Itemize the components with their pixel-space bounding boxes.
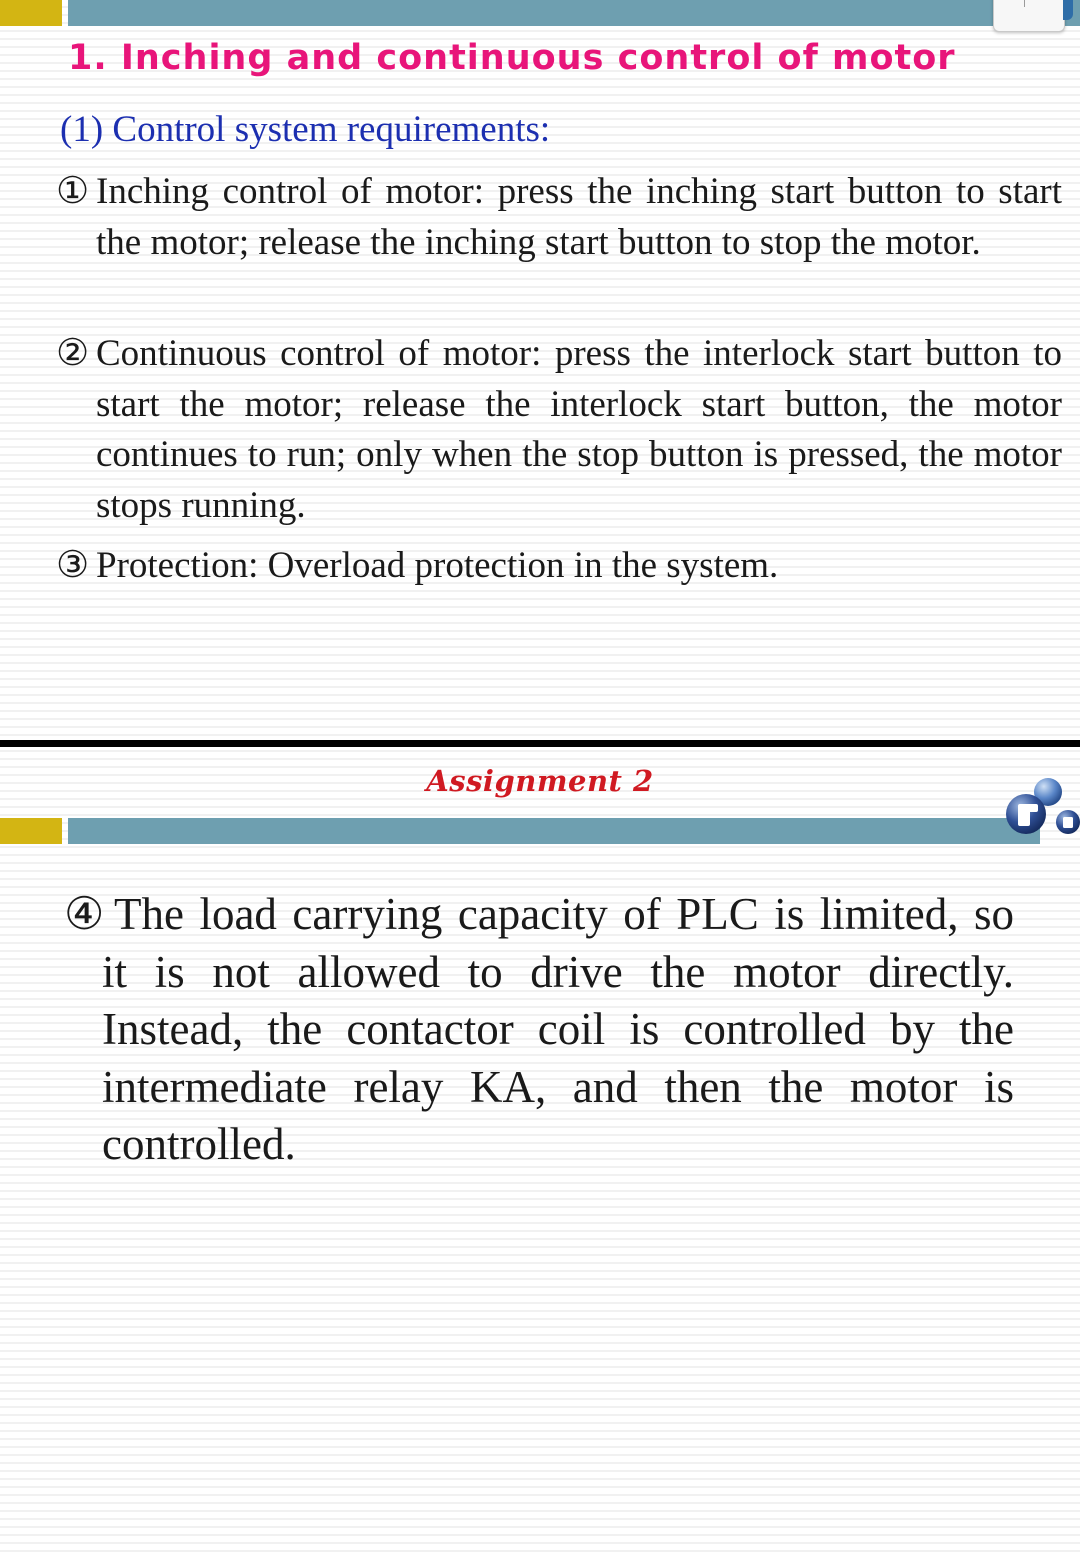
- item-text: Continuous control of motor: press the interlock start button to start the motor; release the interlock start button, the motor continues to run; only when the stop button is pressed, the motor stops running.: [96, 333, 1062, 526]
- accent-bar: [0, 818, 62, 844]
- item-text: Protection: Overload protection in the system.: [96, 545, 779, 586]
- item-number: ②: [56, 333, 90, 374]
- corner-tab: [1063, 0, 1073, 20]
- requirement-item-2: [56, 329, 1062, 531]
- slide-divider: [0, 740, 1080, 747]
- item-text: Inching control of motor: press the inching start button to start the motor; release the inching start button to stop the motor.: [96, 171, 1062, 263]
- slide-title: 1. Inching and continuous control of motor: [68, 38, 956, 78]
- accent-bar: [0, 0, 62, 26]
- item-text: The load carrying capacity of PLC is limited, so it is not allowed to drive the motor directly. Instead, the contactor coil is controlled by the intermediate relay KA, and then the motor is controlled.: [102, 889, 1014, 1169]
- item-number: ①: [56, 171, 90, 212]
- requirement-item-4: [64, 886, 1014, 1174]
- item-number: ③: [56, 545, 90, 586]
- header-bar: [68, 0, 1080, 26]
- header-bar: [68, 818, 1040, 844]
- slide-2: [0, 748, 1080, 1555]
- item-number: ④: [64, 889, 105, 939]
- corner-tick: [1024, 0, 1025, 7]
- glossy-logo-icon: [1004, 774, 1080, 844]
- requirement-item-3: [56, 541, 1062, 592]
- subheading: (1) Control system requirements:: [60, 109, 551, 150]
- corner-decoration: [993, 0, 1065, 32]
- requirement-item-1: [56, 167, 1062, 268]
- slide-1: [0, 0, 1080, 742]
- assignment-caption: Assignment 2: [426, 764, 654, 798]
